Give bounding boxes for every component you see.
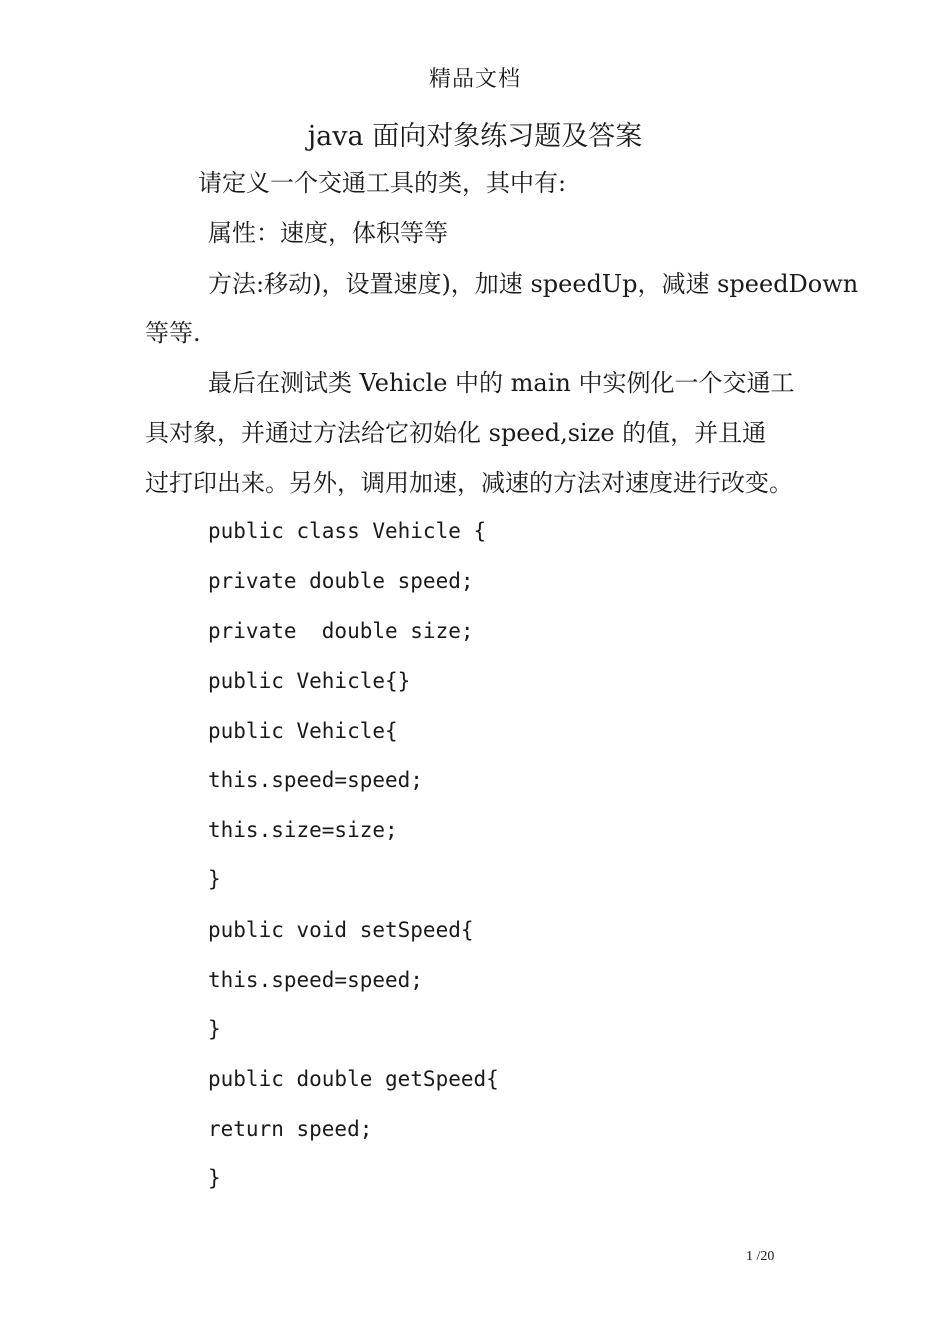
code-line: public Vehicle{} bbox=[208, 669, 411, 693]
code-line: public void setSpeed{ bbox=[208, 918, 474, 942]
task-text-line2: 具对象，并通过方法给它初始化 speed,size 的值，并且通 bbox=[145, 419, 767, 447]
code-line: this.speed=speed; bbox=[208, 768, 423, 792]
methods-text-line2: 等等. bbox=[145, 319, 201, 347]
intro-text: 请定义一个交通工具的类，其中有: bbox=[198, 169, 567, 197]
task-text-line3: 过打印出来。另外，调用加速，减速的方法对速度进行改变。 bbox=[145, 469, 793, 497]
code-line: this.size=size; bbox=[208, 818, 398, 842]
code-line: public Vehicle{ bbox=[208, 719, 398, 743]
attributes-text: 属性：速度，体积等等 bbox=[208, 219, 448, 247]
methods-text-line1: 方法:移动)，设置速度)，加速 speedUp，减速 speedDown bbox=[208, 270, 859, 298]
page-number: 1 /20 bbox=[746, 1249, 775, 1264]
code-line: public double getSpeed{ bbox=[208, 1067, 499, 1091]
code-line: this.speed=speed; bbox=[208, 968, 423, 992]
code-line: } bbox=[208, 1017, 221, 1041]
code-line: private double size; bbox=[208, 619, 474, 643]
code-line: } bbox=[208, 867, 221, 891]
code-line: public class Vehicle { bbox=[208, 519, 487, 543]
task-text-line1: 最后在测试类 Vehicle 中的 main 中实例化一个交通工 bbox=[208, 369, 795, 397]
document-title: java 面向对象练习题及答案 bbox=[307, 121, 643, 152]
code-line: private double speed; bbox=[208, 569, 474, 593]
page-header: 精品文档 bbox=[428, 67, 521, 92]
code-line: return speed; bbox=[208, 1117, 373, 1141]
code-line: } bbox=[208, 1166, 221, 1190]
